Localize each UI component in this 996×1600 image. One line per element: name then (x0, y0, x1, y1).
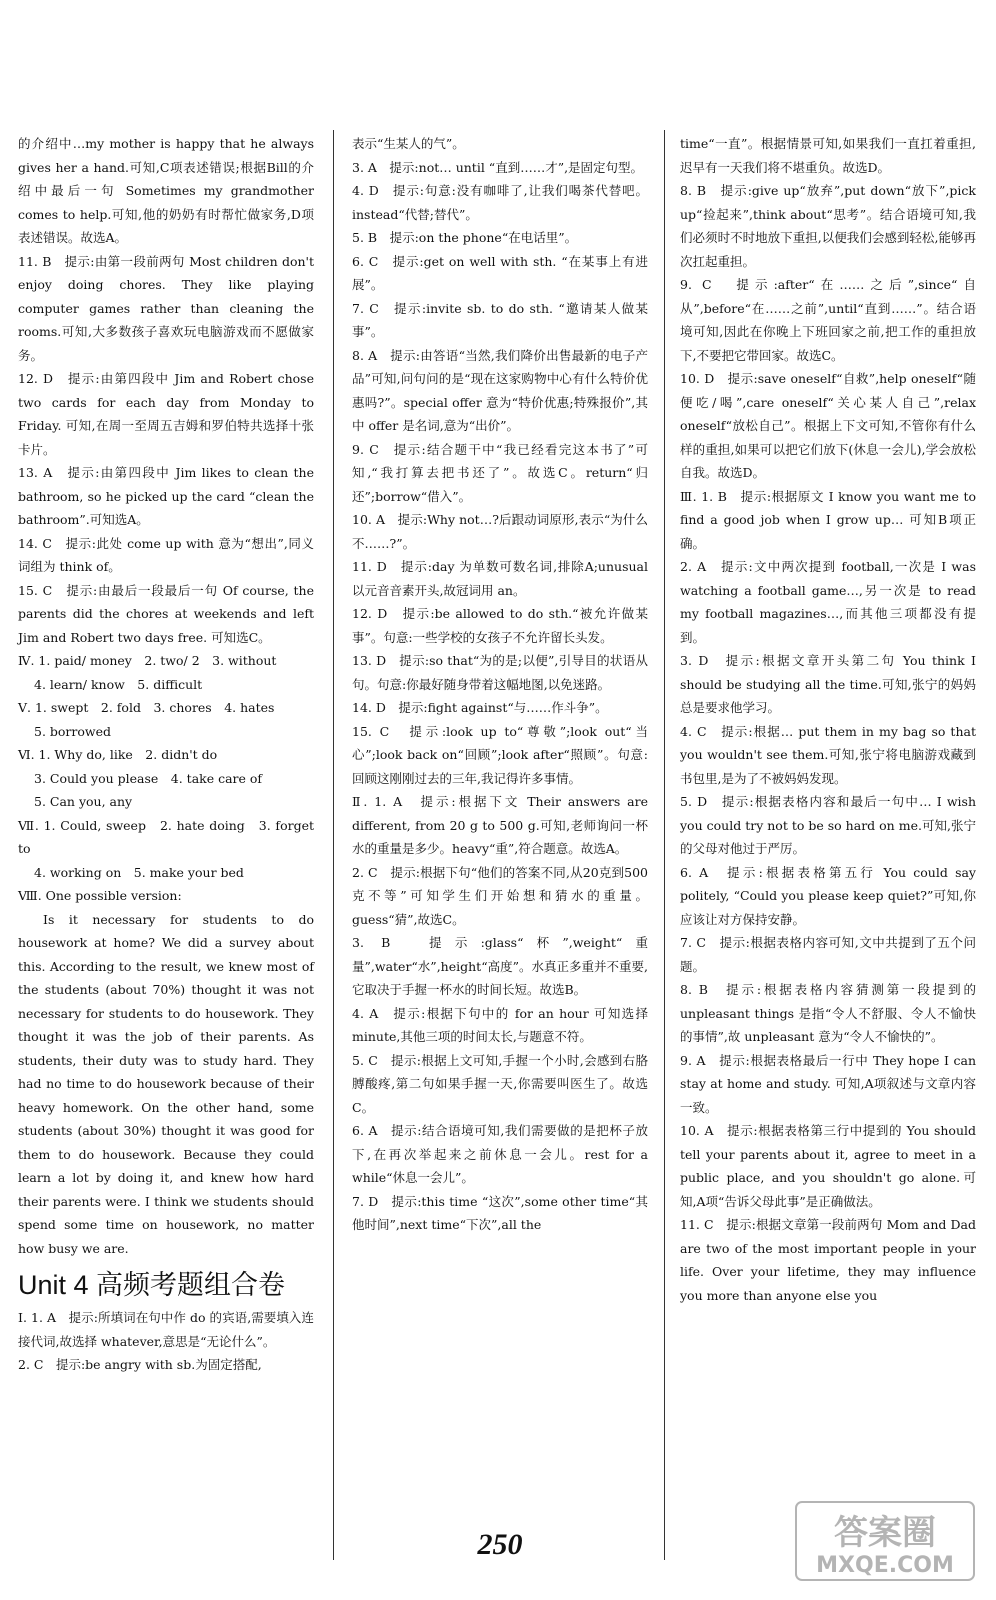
answer-paragraph: 9. C 提示:结合题干中“我已经看完这本书了”可知,“我打算去把书还了”。故选C。return“归还”;borrow“借入”。 (352, 441, 648, 504)
answer-paragraph: 3. A 提示:not… until “直到……才”,是固定句型。 (352, 159, 644, 175)
answer-paragraph: Ⅱ. 1. A 提示:根据下文 Their answers are different, from 20 g to 500 g.可知,老师询问一杯水的重量是多少。heavy“重”,符合题意。故选A。 (352, 794, 648, 856)
answer-paragraph: 2. A 提示:文中两次提到 football,一次是 I was watching a football game…,另一次是 to read my football magazines…,而其他三项都没有提到。 (680, 559, 976, 645)
answer-paragraph: 11. B 提示:由第一段前两句 Most children don't enjoy doing chores. They like playing computer games rather than cleaning the rooms.可知,大多数孩子喜欢玩电脑游戏而不愿做家务。 (18, 253, 314, 363)
answer-paragraph: 15. C 提示:look up to“尊敬”;look out“当心”;look back on“回顾”;look after“照顾”。句意:回顾这刚刚过去的三年,我记得许多事情。 (352, 723, 648, 786)
answer-paragraph: 2. C 提示:根据下句“他们的答案不同,从20克到500克不等”可知学生们开始想和猜水的重量。guess“猜”,故选C。 (352, 864, 648, 927)
right-column (680, 132, 976, 1307)
answer-paragraph: 3. Could you please 4. take care of (34, 770, 263, 786)
answer-paragraph: 13. D 提示:so that“为的是;以便”,引导目的状语从句。句意:你最好随身带着这幅地图,以免迷路。 (352, 653, 648, 692)
answer-paragraph: 14. D 提示:fight against“与……作斗争”。 (352, 700, 608, 715)
answer-paragraph: Ⅶ. 1. Could, sweep 2. hate doing 3. forget to (18, 817, 314, 856)
answer-paragraph: 13. A 提示:由第四段中 Jim likes to clean the bathroom, so he picked up the card “clean the bathroom”.可知选A。 (18, 465, 314, 527)
answer-paragraph: Ⅳ. 1. paid/ money 2. two/ 2 3. without (18, 653, 277, 668)
answer-paragraph: 8. B 提示:give up“放弃”,put down“放下”,pick up“捡起来”,think about“思考”。结合语境可知,我们必须时不时地放下重担,以便我们会感到轻松,能够再次扛起重担。 (680, 183, 976, 269)
answer-paragraph: 4. A 提示:根据下句中的 for an hour 可知选择 minute,其他三项的时间太长,与题意不符。 (352, 1005, 648, 1044)
answer-paragraph: 3. D 提示:根据文章开头第二句 You think I should be studying all the time.可知,张宁的妈妈总是要求他学习。 (680, 653, 976, 715)
answer-paragraph: 2. C 提示:be angry with sb.为固定搭配, (18, 1357, 262, 1372)
answer-paragraph: Ⅲ. 1. B 提示:根据原文 I know you want me to find a good job when I grow up… 可知B项正确。 (680, 488, 976, 551)
watermark-url: MXQE.COM (816, 1553, 954, 1578)
answer-paragraph: 6. A 提示:结合语境可知,我们需要做的是把杯子放下,在再次举起来之前休息一会儿。rest for a while“休息一会儿”。 (352, 1123, 648, 1185)
left-column (18, 132, 314, 1377)
watermark-logo-icon (794, 1500, 976, 1582)
answer-paragraph: 5. D 提示:根据表格内容和最后一句中… I wish you could try not to be so hard on me.可知,张宁的父母对他过于严厉。 (680, 794, 976, 856)
answer-paragraph: Ⅷ. One possible version: (18, 888, 182, 903)
answer-paragraph: 5. Can you, any (34, 794, 133, 809)
answer-paragraph: 15. C 提示:由最后一段最后一句 Of course, the parents did the chores at weekends and left Jim and Robert two days free. 可知选C。 (18, 582, 314, 645)
answer-paragraph: 9. A 提示:根据表格最后一行中 They hope I can stay at home and study. 可知,A项叙述与文章内容一致。 (680, 1052, 976, 1115)
answer-paragraph: 10. A 提示:根据表格第三行中提到的 You should tell your parents about it, agree to meet in a public place, and you shouldn't go alone.可知,A项“告诉父母此事”是正确做法。 (680, 1123, 976, 1209)
page-number: 250 (477, 1528, 523, 1561)
answer-paragraph: Is it necessary for students to do housework at home? We did a survey about this. According to the result, we knew most of the students (about 70%) thought it was not necessary for students to do housework. They thought it was the job of their parents. As students, their duty was to study hard. They had no time to do housework because of their heavy homework. On the other hand, some students (about 30%) thought it was good for them to do housework. Because they could learn a lot by doing it, and knew how hard their parents were. I think we students should spend some time on housework, no matter how busy we are. (18, 911, 314, 1256)
answer-paragraph: 7. C 提示:invite sb. to do sth. “邀请某人做某事”。 (352, 300, 648, 339)
answer-paragraph: 8. A 提示:由答语“当然,我们降价出售最新的电子产品”可知,问句问的是“现在这家购物中心有什么特价优惠吗?”。special offer 意为“特价优惠;特殊报价”,其中 offer 是名词,意为“出价”。 (352, 347, 648, 433)
answer-paragraph: 10. A 提示:Why not…?后跟动词原形,表示“为什么不……?”。 (352, 512, 648, 551)
answer-paragraph: 8. B 提示:根据表格内容猜测第一段提到的 unpleasant things 是指“令人不舒服、令人不愉快的事情”,故 unpleasant 意为“令人不愉快的”。 (680, 982, 976, 1044)
answer-paragraph: 的介绍中…my mother is happy that he always gives her a hand.可知,C项表述错误;根据Bill的介绍中最后一句 Sometimes my grandmother comes to help.可知,他的奶奶有时帮忙做家务,D项表述错误。故选A。 (18, 136, 314, 245)
answer-paragraph: time“一直”。根据情景可知,如果我们一直扛着重担,迟早有一天我们将不堪重负。故选D。 (680, 136, 976, 175)
column-divider (333, 130, 334, 1560)
answer-paragraph: 5. borrowed (34, 723, 112, 739)
answer-paragraph: Ⅰ. 1. A 提示:所填词在句中作 do 的宾语,需要填入连接代词,故选择 whatever,意思是“无论什么”。 (18, 1310, 314, 1349)
answer-paragraph: 7. D 提示:this time “这次”,some other time“其他时间”,next time“下次”,all the (352, 1193, 648, 1232)
answer-paragraph: 5. B 提示:on the phone“在电话里”。 (352, 230, 578, 245)
column-divider (664, 130, 665, 1560)
answer-paragraph: 4. C 提示:根据… put them in my bag so that you wouldn't see them.可知,张宁将电脑游戏藏到书包里,是为了不被妈妈发现。 (680, 723, 976, 786)
watermark-title: 答案圈 (834, 1513, 936, 1553)
answer-paragraph: 5. C 提示:根据上文可知,手握一个小时,会感到右胳膊酸疼,第二句如果手握一天,你需要叫医生了。故选C。 (352, 1052, 648, 1115)
answer-paragraph: 6. C 提示:get on well with sth. “在某事上有进展”。 (352, 253, 648, 292)
answer-paragraph: 3. B 提示:glass“杯”,weight“重量”,water“水”,height“高度”。水真正多重并不重要,它取决于手握一杯水的时间长短。故选B。 (352, 935, 648, 997)
answer-paragraph: 4. working on 5. make your bed (34, 864, 244, 880)
answer-paragraph: 12. D 提示:由第四段中 Jim and Robert chose two cards for each day from Monday to Friday. 可知,在周一至周五吉姆和罗伯特共选择十张卡片。 (18, 371, 314, 457)
answer-paragraph: 4. learn/ know 5. difficult (34, 676, 203, 692)
answer-paragraph: 14. C 提示:此处 come up with 意为“想出”,同义词组为 think of。 (18, 535, 314, 574)
answer-paragraph: 11. D 提示:day 为单数可数名词,排除A;unusual 以元音音素开头,故冠词用 an。 (352, 559, 648, 598)
answer-paragraph: 9. C 提示:after“在……之后”,since“自从”,before“在……之前”,until“直到……”。结合语境可知,因此在你晚上下班回家之前,把工作的重担放下,不要把它带回家。故选C。 (680, 277, 976, 363)
answer-paragraph: 7. C 提示:根据表格内容可知,文中共提到了五个问题。 (680, 935, 976, 974)
answer-paragraph: Ⅴ. 1. swept 2. fold 3. chores 4. hates (18, 700, 275, 715)
answer-paragraph: 6. A 提示:根据表格第五行 You could say politely, “Could you please keep quiet?”可知,你应该让对方保持安静。 (680, 864, 976, 927)
answer-paragraph: 4. D 提示:句意:没有咖啡了,让我们喝茶代替吧。instead“代替;替代”。 (352, 183, 648, 222)
section-title: Unit 4 高频考题组合卷 (18, 1270, 286, 1300)
middle-column (352, 132, 648, 1237)
answer-paragraph: 11. C 提示:根据文章第一段前两句 Mom and Dad are two of the most important people in your life. Over your lifetime, they may influence you more than anyone else you (680, 1217, 976, 1303)
answer-paragraph: 12. D 提示:be allowed to do sth.“被允许做某事”。句意:一些学校的女孩子不允许留长头发。 (352, 606, 648, 645)
answer-paragraph: 表示“生某人的气”。 (352, 136, 465, 151)
answer-paragraph: Ⅵ. 1. Why do, like 2. didn't do (18, 747, 218, 762)
answer-paragraph: 10. D 提示:save oneself“自救”,help oneself“随便吃/喝”,care oneself“关心某人自己”,relax oneself“放松自己”。根据上下文可知,不管你有什么样的重担,如果可以把它们放下(休息一会儿),学会放松自我。故选D。 (680, 371, 976, 480)
